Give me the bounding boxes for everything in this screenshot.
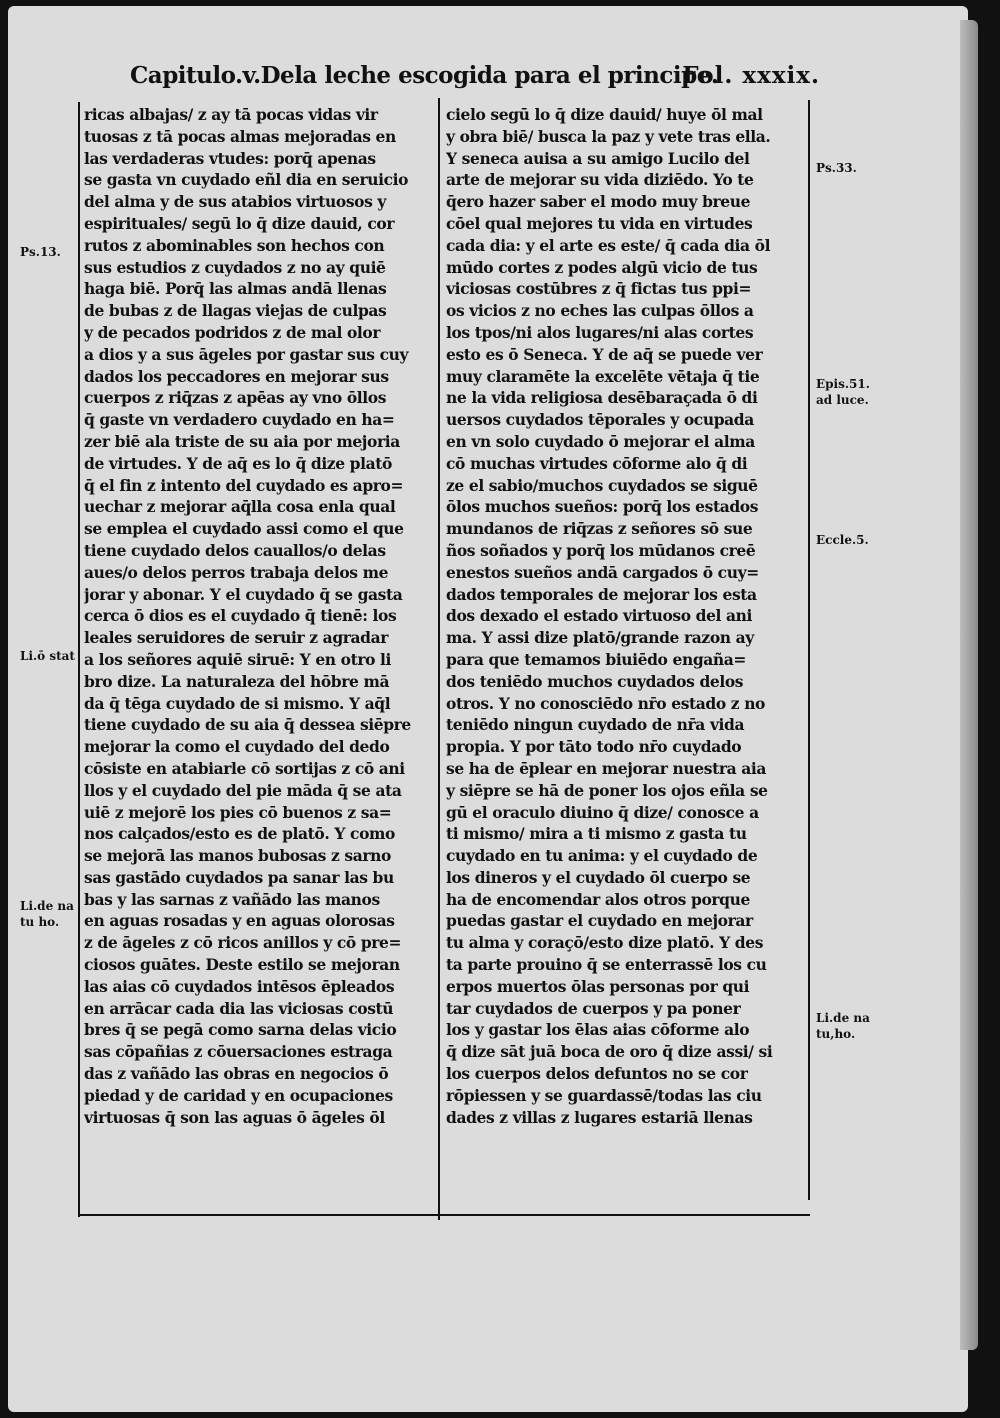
text-line: q̄ero hazer saber el modo muy breue (446, 192, 751, 212)
text-line: otros. Y no conosciēdo nr̄o estado z no (446, 693, 765, 713)
text-line: bro dize. La naturaleza del hōbre mā (84, 671, 390, 691)
text-line: bres q̄ se pegā como sarna delas vicio (84, 1020, 397, 1040)
text-line: erpos muertos ōlas personas por qui (446, 976, 750, 996)
text-line: cielo segū lo q̄ dize dauid/ huye ōl mal (446, 105, 763, 124)
text-line: mejorar la como el cuydado del dedo (84, 737, 390, 757)
text-line: dados temporales de mejorar los esta (446, 584, 757, 604)
text-line: dos dexado el estado virtuoso del ani (446, 606, 753, 626)
left-text-column (84, 104, 436, 1128)
text-line: en aguas rosadas y en aguas olorosas (84, 911, 395, 931)
folio-number: Fol. xxxix. (682, 62, 820, 89)
text-line: leales seruidores de seruir z agradar (84, 628, 389, 648)
text-line: en arrācar cada dia las viciosas costū (84, 998, 394, 1018)
text-line: da q̄ tēga cuydado de si mismo. Y aq̄l (84, 693, 391, 713)
text-line: ricas albajas/ z ay tā pocas vidas vir (84, 105, 378, 124)
text-line: cuerpos z riq̄zas z apēas ay vno ōllos (84, 388, 387, 408)
text-line: uechar z mejorar aq̄lla cosa enla qual (84, 497, 396, 517)
text-line: se gasta vn cuydado eñl dia en seruicio (84, 170, 409, 190)
text-line: mundanos de riq̄zas z señores sō sue (446, 519, 753, 539)
text-line: los y gastar los ēlas aias cōforme alo (446, 1020, 750, 1040)
right-text-column (446, 104, 804, 1128)
text-line: de virtudes. Y de aq̄ es lo q̄ dize platō (84, 453, 392, 473)
text-line: a dios y a sus āgeles por gastar sus cuy (84, 344, 409, 364)
text-line: tiene cuydado de su aia q̄ dessea siēpre (84, 715, 411, 735)
right-column-rule (808, 100, 810, 1200)
text-line: se ha de ēplear en mejorar nuestra aia (446, 758, 767, 778)
text-line: los tpos/ni alos lugares/ni alas cortes (446, 322, 754, 342)
text-line: puedas gastar el cuydado en mejorar (446, 911, 753, 931)
text-line: tar cuydados de cuerpos y pa poner (446, 998, 741, 1018)
text-line: de bubas z de llagas viejas de culpas (84, 301, 387, 321)
text-line: q̄ gaste vn verdadero cuydado en ha= (84, 410, 395, 430)
page-edge (960, 20, 978, 1350)
text-line: en vn solo cuydado ō mejorar el alma (446, 431, 755, 451)
text-line: haga biē. Porq̄ las almas andā llenas (84, 279, 387, 299)
text-line: las aias cō cuydados intēsos ēpleados (84, 976, 395, 996)
text-line: cō muchas virtudes cōforme alo q̄ di (446, 453, 748, 473)
text-line: ma. Y assi dize platō/grande razon ay (446, 628, 754, 648)
text-line: sus estudios z cuydados z no ay quiē (84, 257, 386, 277)
text-line: ha de encomendar alos otros porque (446, 889, 750, 909)
text-line: ños soñados y porq̄ los mūdanos creē (446, 540, 756, 560)
text-line: das z vañādo las obras en negocios ō (84, 1064, 389, 1084)
text-line: q̄ dize sāt juā boca de oro q̄ dize assi/ si (446, 1042, 773, 1062)
text-line: nos calçados/esto es de platō. Y como (84, 824, 395, 844)
margin-note-right: Epis.51. (816, 377, 870, 391)
text-line: uiē z mejorē los pies cō buenos z sa= (84, 802, 392, 822)
text-line: Y seneca auisa a su amigo Lucilo del (446, 148, 750, 168)
text-line: ōlos muchos sueños: porq̄ los estados (446, 497, 759, 517)
text-line: enestos sueños andā cargados ō cuy= (446, 562, 759, 582)
text-line: ne la vida religiosa desēbaraçada ō di (446, 388, 758, 408)
text-line: cōsiste en atabiarle cō sortijas z cō ani (84, 758, 405, 778)
text-line: rutos z abominables son hechos con (84, 235, 385, 255)
text-line: esto es ō Seneca. Y de aq̄ se puede ver (446, 344, 763, 364)
text-line: zer biē ala triste de su aia por mejoria (84, 431, 400, 451)
center-column-rule (438, 98, 440, 1220)
margin-note-left: Li.ō stat (20, 649, 75, 663)
text-line: virtuosas q̄ son las aguas ō āgeles ōl (84, 1107, 385, 1127)
left-column-rule (78, 102, 80, 1217)
text-line: tu alma y coraçō/esto dize platō. Y des (446, 933, 764, 953)
text-line: del alma y de sus atabios virtuosos y (84, 192, 387, 212)
text-line: espirituales/ segū lo q̄ dize dauid, cor (84, 213, 395, 233)
text-line: tuosas z tā pocas almas mejoradas en (84, 126, 396, 146)
margin-note-right: tu,ho. (816, 1027, 856, 1041)
text-line: gū el oraculo diuino q̄ dize/ conosce a (446, 802, 759, 822)
text-line: se emplea el cuydado assi como el que (84, 519, 404, 539)
text-line: dades z villas z lugares estariā llenas (446, 1107, 753, 1127)
text-line: sas gastādo cuydados pa sanar las bu (84, 867, 394, 887)
text-line: jorar y abonar. Y el cuydado q̄ se gasta (84, 584, 403, 604)
text-line: piedad y de caridad y en ocupaciones (84, 1085, 393, 1105)
text-line: cerca ō dios es el cuydado q̄ tienē: los (84, 606, 397, 626)
text-line: bas y las sarnas z vañādo las manos (84, 889, 380, 909)
text-line: llos y el cuydado del pie māda q̄ se ata (84, 780, 402, 800)
margin-note-right: Eccle.5. (816, 533, 869, 547)
text-line: ciosos guātes. Deste estilo se mejoran (84, 955, 400, 975)
text-line: y siēpre se hā de poner los ojos eñla se (446, 780, 768, 800)
text-line: rōpiessen y se guardassē/todas las ciu (446, 1085, 762, 1105)
page-header (130, 62, 820, 102)
text-line: sas cōpañias z cōuersaciones estraga (84, 1042, 393, 1062)
text-line: ta parte prouino q̄ se enterrassē los cu (446, 955, 767, 975)
text-line: z de āgeles z cō ricos anillos y cō pre= (84, 933, 402, 953)
text-line: propia. Y por tāto todo nr̄o cuydado (446, 737, 742, 757)
text-line: q̄ el fin z intento del cuydado es apro= (84, 475, 404, 495)
text-line: cuydado en tu anima: y el cuydado de (446, 846, 758, 866)
text-line: os vicios z no eches las culpas ōllos a (446, 301, 754, 321)
bottom-rule (80, 1214, 810, 1216)
text-line: los dineros y el cuydado ōl cuerpo se (446, 867, 751, 887)
running-title: Capitulo.v.Dela leche escogida para el principe. (130, 62, 719, 89)
text-line: viciosas costūbres z q̄ fictas tus ppi= (446, 279, 752, 299)
text-line: y de pecados podridos z de mal olor (84, 322, 381, 342)
text-line: a los señores aquiē siruē: Y en otro li (84, 649, 392, 669)
text-line: dados los peccadores en mejorar sus (84, 366, 389, 386)
margin-note-left: Ps.13. (20, 245, 61, 259)
margin-note-right: Ps.33. (816, 161, 857, 175)
text-line: muy claramēte la excelēte vētaja q̄ tie (446, 366, 760, 386)
text-line: los cuerpos delos defuntos no se cor (446, 1064, 748, 1084)
margin-note-left: Li.de na (20, 899, 74, 913)
text-line: para que temamos biuiēdo engaña= (446, 649, 747, 669)
text-line: uersos cuydados tēporales y ocupada (446, 410, 754, 430)
margin-note-right: Li.de na (816, 1011, 870, 1025)
text-line: aues/o delos perros trabaja delos me (84, 562, 389, 582)
text-line: dos teniēdo muchos cuydados delos (446, 671, 744, 691)
text-line: ze el sabio/muchos cuydados se siguē (446, 475, 758, 495)
margin-note-left: tu ho. (20, 915, 60, 929)
text-line: y obra biē/ busca la paz y vete tras ella. (446, 126, 771, 146)
text-line: teniēdo ningun cuydado de nr̄a vida (446, 715, 745, 735)
text-line: se mejorā las manos bubosas z sarno (84, 846, 391, 866)
text-line: mūdo cortes z podes algū vicio de tus (446, 257, 758, 277)
text-line: tiene cuydado delos cauallos/o delas (84, 540, 386, 560)
text-line: cada dia: y el arte es este/ q̄ cada dia ōl (446, 235, 771, 255)
text-line: cōel qual mejores tu vida en virtudes (446, 213, 753, 233)
text-line: arte de mejorar su vida diziēdo. Yo te (446, 170, 754, 190)
margin-note-right: ad luce. (816, 393, 869, 407)
text-line: ti mismo/ mira a ti mismo z gasta tu (446, 824, 747, 844)
text-line: las verdaderas vtudes: porq̄ apenas (84, 148, 376, 168)
